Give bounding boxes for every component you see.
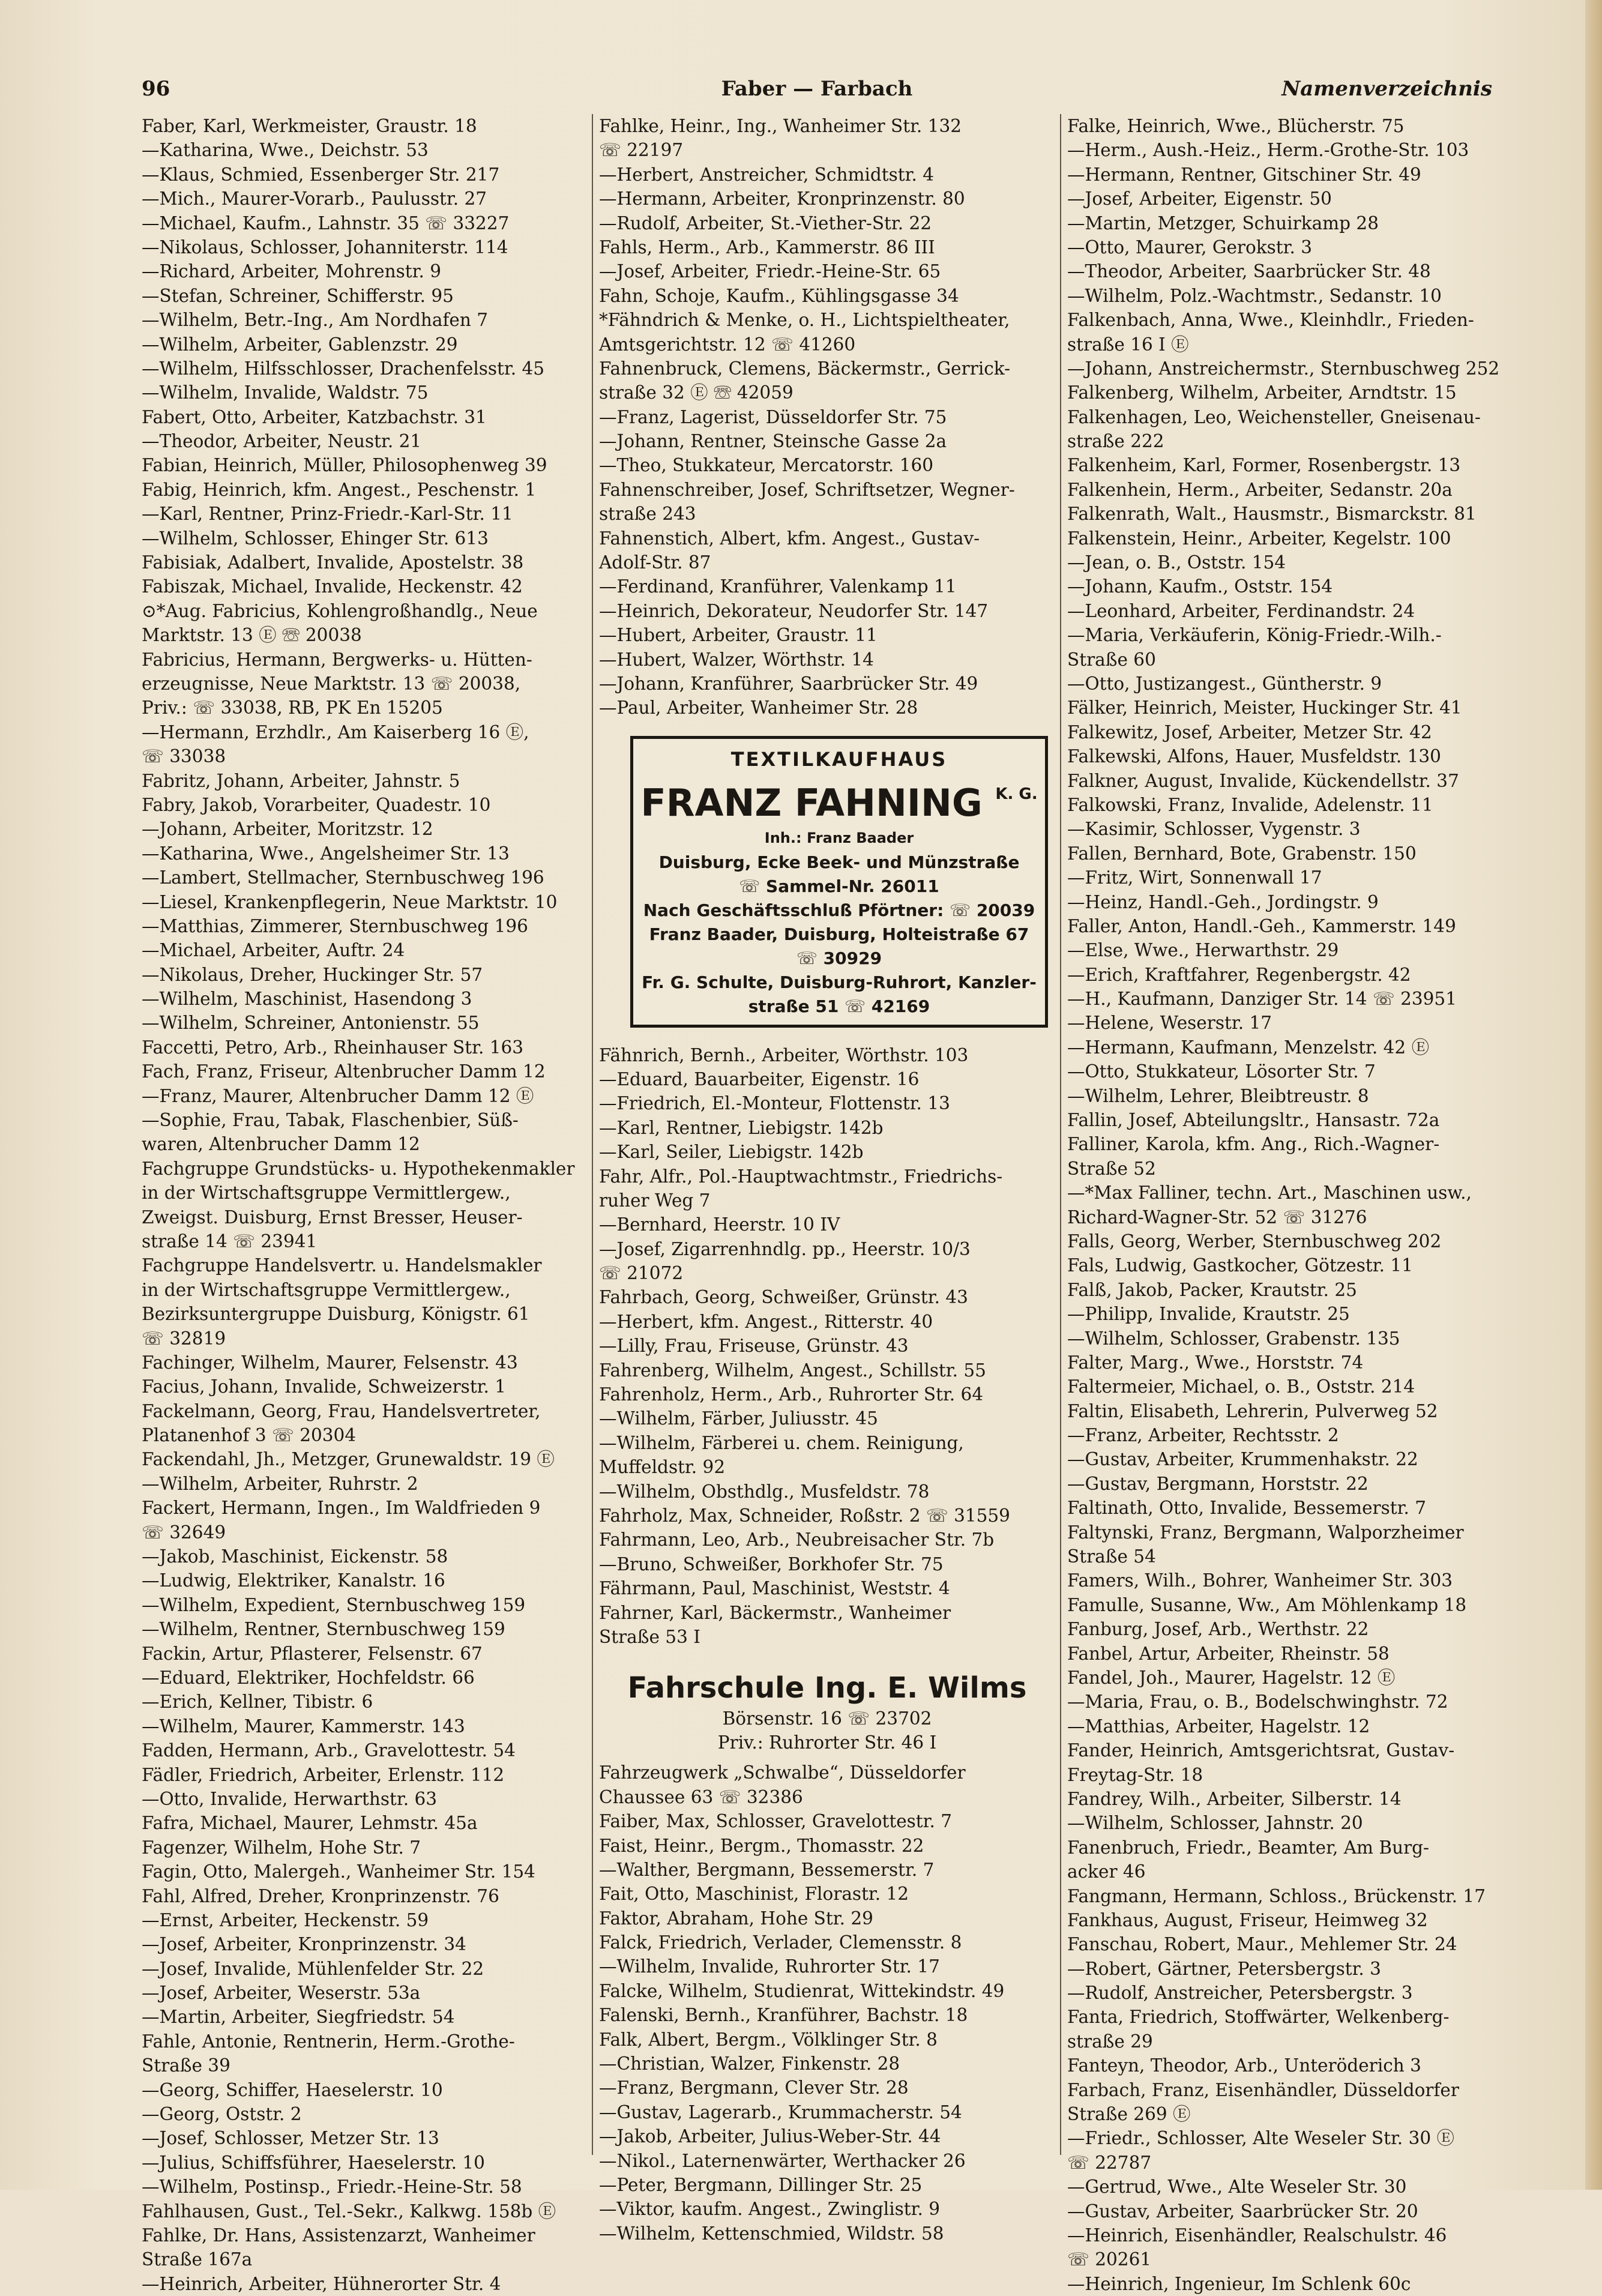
directory-entry: Straße 167a bbox=[142, 2249, 253, 2270]
directory-entry: Fahl, Alfred, Dreher, Kronprinzenstr. 76 bbox=[142, 1885, 499, 1906]
directory-entry: —Wilhelm, Arbeiter, Ruhrstr. 2 bbox=[142, 1473, 418, 1494]
directory-entry: —Wilhelm, Obsthdlg., Musfeldstr. 78 bbox=[599, 1481, 930, 1502]
directory-entry: —Josef, Arbeiter, Weserstr. 53a bbox=[142, 1983, 421, 2004]
directory-entry: Faist, Heinr., Bergm., Thomasstr. 22 bbox=[599, 1835, 924, 1856]
directory-entry: —Jakob, Arbeiter, Julius-Weber-Str. 44 bbox=[599, 2126, 941, 2147]
directory-entry: Falenski, Bernh., Kranführer, Bachstr. 18 bbox=[599, 2005, 968, 2026]
directory-entry: —Hermann, Kaufmann, Menzelstr. 42 Ⓔ bbox=[1067, 1037, 1430, 1058]
directory-entry: Straße 53 I bbox=[599, 1626, 700, 1647]
directory-entry: —Hermann, Erzhdlr., Am Kaiserberg 16 Ⓔ, bbox=[142, 722, 529, 743]
directory-entry: —Johann, Kaufm., Oststr. 154 bbox=[1067, 576, 1333, 597]
ad-fahning-line8: ☏ 30929 bbox=[796, 948, 882, 968]
middle-entries-c bbox=[599, 1761, 1055, 2246]
directory-entry: —Bruno, Schweißer, Borkhofer Str. 75 bbox=[599, 1553, 944, 1574]
directory-entry: —Josef, Invalide, Mühlenfelder Str. 22 bbox=[142, 1958, 484, 1979]
directory-entry: Fadden, Hermann, Arb., Gravelottestr. 54 bbox=[142, 1740, 516, 1761]
directory-entry: —Liesel, Krankenpflegerin, Neue Marktstr. 10 bbox=[142, 891, 558, 912]
directory-entry: —Katharina, Wwe., Deichstr. 53 bbox=[142, 140, 429, 161]
directory-entry: —Helene, Weserstr. 17 bbox=[1067, 1013, 1272, 1034]
directory-entry: ☏ 22787 bbox=[1067, 2152, 1152, 2173]
directory-entry: Fackert, Hermann, Ingen., Im Waldfrieden 9 bbox=[142, 1498, 541, 1519]
directory-entry: —Gustav, Bergmann, Horststr. 22 bbox=[1067, 1473, 1369, 1494]
directory-entry: —Bernhard, Heerstr. 10 IV bbox=[599, 1214, 840, 1235]
directory-entry: Fädler, Friedrich, Arbeiter, Erlenstr. 112 bbox=[142, 1764, 505, 1785]
directory-entry: —Wilhelm, Hilfsschlosser, Drachenfelsstr. 45 bbox=[142, 358, 545, 379]
directory-entry: —Rudolf, Anstreicher, Petersbergstr. 3 bbox=[1067, 1983, 1413, 2004]
directory-entry: —Gustav, Arbeiter, Saarbrücker Str. 20 bbox=[1067, 2201, 1418, 2222]
directory-entry: Faltinath, Otto, Invalide, Bessemerstr. 7 bbox=[1067, 1498, 1427, 1519]
ad-fahning-owner: Inh.: Franz Baader bbox=[764, 830, 914, 847]
directory-entry: Adolf-Str. 87 bbox=[599, 552, 711, 573]
directory-entry: Amtsgerichtstr. 12 ☏ 41260 bbox=[599, 334, 856, 355]
directory-entry: Fander, Heinrich, Amtsgerichtsrat, Gustav- bbox=[1067, 1740, 1455, 1761]
directory-entry: Fabig, Heinrich, kfm. Angest., Peschenstr. 1 bbox=[142, 479, 537, 500]
directory-entry: Fahnenbruck, Clemens, Bäckermstr., Gerrick- bbox=[599, 358, 1011, 379]
directory-entry: —Josef, Arbeiter, Kronprinzenstr. 34 bbox=[142, 1934, 466, 1955]
directory-entry: Fabritz, Johann, Arbeiter, Jahnstr. 5 bbox=[142, 770, 460, 791]
directory-entry: Fahlke, Heinr., Ing., Wanheimer Str. 132 bbox=[599, 116, 962, 136]
directory-entry: —H., Kaufmann, Danziger Str. 14 ☏ 23951 bbox=[1067, 989, 1457, 1010]
column-left bbox=[142, 114, 586, 2296]
directory-entry: —Wilhelm, Schlosser, Jahnstr. 20 bbox=[1067, 1813, 1363, 1834]
directory-entry: Freytag-Str. 18 bbox=[1067, 1764, 1203, 1785]
directory-entry: Fahlhausen, Gust., Tel.-Sekr., Kalkwg. 158b Ⓔ bbox=[142, 2201, 556, 2222]
ad-fahning-line6: Nach Geschäftsschluß Pförtner: ☏ 20039 bbox=[643, 900, 1035, 920]
directory-entry: Fandrey, Wilh., Arbeiter, Silberstr. 14 bbox=[1067, 1788, 1402, 1809]
directory-entry: —Philipp, Invalide, Krautstr. 25 bbox=[1067, 1304, 1350, 1325]
directory-entry: Fahr, Alfr., Pol.-Hauptwachtmstr., Friedrichs- bbox=[599, 1166, 1003, 1187]
directory-entry: —Wilhelm, Schlosser, Ehinger Str. 613 bbox=[142, 528, 489, 549]
directory-entry: straße 14 ☏ 23941 bbox=[142, 1231, 318, 1252]
middle-entries-a bbox=[599, 114, 1055, 720]
ad-fahning-suffix: K. G. bbox=[995, 785, 1038, 804]
directory-entry: —Karl, Rentner, Prinz-Friedr.-Karl-Str. 11 bbox=[142, 504, 513, 525]
ad-fahning-line5: ☏ Sammel-Nr. 26011 bbox=[739, 876, 939, 896]
directory-entry: Falkenheim, Karl, Former, Rosenbergstr. 13 bbox=[1067, 455, 1461, 476]
directory-entry: —Ludwig, Elektriker, Kanalstr. 16 bbox=[142, 1570, 445, 1591]
page-header bbox=[142, 77, 1492, 103]
directory-entry: —Franz, Lagerist, Düsseldorfer Str. 75 bbox=[599, 406, 947, 427]
directory-entry: ruher Weg 7 bbox=[599, 1190, 711, 1211]
directory-entry: Fahrner, Karl, Bäckermstr., Wanheimer bbox=[599, 1602, 951, 1623]
directory-entry: Falkenhagen, Leo, Weichensteller, Gneisenau- bbox=[1067, 406, 1481, 427]
directory-entry: Fackelmann, Georg, Frau, Handelsvertreter, bbox=[142, 1400, 541, 1421]
directory-entry: Fabian, Heinrich, Müller, Philosophenweg 39 bbox=[142, 455, 547, 476]
directory-entry: Faiber, Max, Schlosser, Gravelottestr. 7 bbox=[599, 1811, 953, 1832]
directory-entry: —Kasimir, Schlosser, Vygenstr. 3 bbox=[1067, 819, 1361, 840]
directory-entry: Falkewitz, Josef, Arbeiter, Metzer Str. 42 bbox=[1067, 722, 1432, 743]
directory-entry: Falkenrath, Walt., Hausmstr., Bismarckstr. 81 bbox=[1067, 504, 1477, 525]
directory-entry: Faller, Anton, Handl.-Geh., Kammerstr. 149 bbox=[1067, 915, 1456, 936]
directory-entry: Fanteyn, Theodor, Arb., Unteröderich 3 bbox=[1067, 2055, 1421, 2076]
directory-entry: Falter, Marg., Wwe., Horststr. 74 bbox=[1067, 1352, 1364, 1373]
directory-entry: —Franz, Bergmann, Clever Str. 28 bbox=[599, 2078, 909, 2099]
directory-entry: —Franz, Maurer, Altenbrucher Damm 12 Ⓔ bbox=[142, 1085, 534, 1106]
directory-entry: ☏ 33038 bbox=[142, 746, 226, 767]
directory-entry: —Karl, Seiler, Liebigstr. 142b bbox=[599, 1142, 864, 1163]
directory-entry: Zweigst. Duisburg, Ernst Bresser, Heuser- bbox=[142, 1207, 523, 1228]
directory-entry: Famers, Wilh., Bohrer, Wanheimer Str. 303 bbox=[1067, 1570, 1453, 1591]
directory-entry: —Walther, Bergmann, Bessemerstr. 7 bbox=[599, 1859, 935, 1880]
directory-entry: —Wilhelm, Färberei u. chem. Reinigung, bbox=[599, 1432, 964, 1453]
directory-entry: Falkenbach, Anna, Wwe., Kleinhdlr., Frieden- bbox=[1067, 310, 1474, 331]
directory-entry: —Wilhelm, Polz.-Wachtmstr., Sedanstr. 10 bbox=[1067, 285, 1442, 306]
directory-entry: Fanta, Friedrich, Stoffwärter, Welkenberg- bbox=[1067, 2007, 1450, 2028]
middle-entries-b bbox=[599, 1043, 1055, 1650]
directory-entry: —Hermann, Arbeiter, Kronprinzenstr. 80 bbox=[599, 188, 965, 209]
directory-entry: —Ernst, Arbeiter, Heckenstr. 59 bbox=[142, 1909, 429, 1930]
directory-entry: —Otto, Maurer, Gerokstr. 3 bbox=[1067, 237, 1313, 258]
directory-entry: —Viktor, kaufm. Angest., Zwinglistr. 9 bbox=[599, 2199, 941, 2220]
directory-entry: Faccetti, Petro, Arb., Rheinhauser Str. 163 bbox=[142, 1037, 524, 1058]
directory-entry: —Herm., Aush.-Heiz., Herm.-Grothe-Str. 103 bbox=[1067, 140, 1469, 161]
directory-entry: ☏ 32649 bbox=[142, 1522, 226, 1543]
directory-entry: —Peter, Bergmann, Dillinger Str. 25 bbox=[599, 2174, 923, 2195]
directory-entry: Fachinger, Wilhelm, Maurer, Felsenstr. 43 bbox=[142, 1352, 518, 1373]
directory-entry: Faltermeier, Michael, o. B., Oststr. 214 bbox=[1067, 1376, 1415, 1397]
directory-entry: Falk, Albert, Bergm., Völklinger Str. 8 bbox=[599, 2029, 938, 2050]
directory-entry: —Ferdinand, Kranführer, Valenkamp 11 bbox=[599, 576, 957, 597]
directory-entry: Fait, Otto, Maschinist, Florastr. 12 bbox=[599, 1884, 909, 1905]
ad-fahning-name bbox=[639, 771, 1039, 826]
directory-entry: Fach, Franz, Friseur, Altenbrucher Damm 12 bbox=[142, 1061, 546, 1082]
directory-entry: Muffeldstr. 92 bbox=[599, 1457, 726, 1478]
directory-entry: —Wilhelm, Betr.-Ing., Am Nordhafen 7 bbox=[142, 310, 488, 331]
directory-entry: Bezirksuntergruppe Duisburg, Königstr. 61 bbox=[142, 1304, 530, 1325]
directory-entry: straße 16 I Ⓔ bbox=[1067, 334, 1189, 355]
directory-entry: —Fritz, Wirt, Sonnenwall 17 bbox=[1067, 867, 1322, 888]
directory-entry: —Heinz, Handl.-Geh., Jordingstr. 9 bbox=[1067, 891, 1379, 912]
directory-entry: —Heinrich, Arbeiter, Hühnerorter Str. 4 bbox=[142, 2273, 501, 2294]
directory-entry: —Klaus, Schmied, Essenberger Str. 217 bbox=[142, 164, 500, 185]
directory-entry: Faltin, Elisabeth, Lehrerin, Pulverweg 52 bbox=[1067, 1400, 1438, 1421]
ad-fahning-line4: Duisburg, Ecke Beek- und Münzstraße bbox=[658, 852, 1020, 872]
directory-entry: —Friedr., Schlosser, Alte Weseler Str. 30 Ⓔ bbox=[1067, 2128, 1454, 2149]
directory-entry: Straße 269 Ⓔ bbox=[1067, 2104, 1191, 2125]
directory-entry: —Matthias, Arbeiter, Hagelstr. 12 bbox=[1067, 1716, 1370, 1737]
directory-entry: Fahrzeugwerk „Schwalbe“, Düsseldorfer bbox=[599, 1762, 966, 1783]
directory-entry: —Michael, Kaufm., Lahnstr. 35 ☏ 33227 bbox=[142, 212, 510, 234]
ad-fahning-line9: Fr. G. Schulte, Duisburg-Ruhrort, Kanzler- bbox=[642, 972, 1037, 992]
ad-fahning-line7: Franz Baader, Duisburg, Holteistraße 67 bbox=[649, 924, 1029, 944]
directory-entry: Faltynski, Franz, Bergmann, Walporzheimer bbox=[1067, 1522, 1464, 1543]
directory-entry: Fahlke, Dr. Hans, Assistenzarzt, Wanheimer bbox=[142, 2225, 535, 2246]
directory-entry: Fahrholz, Max, Schneider, Roßstr. 2 ☏ 31559 bbox=[599, 1505, 1010, 1526]
directory-entry: —Wilhelm, Färber, Juliusstr. 45 bbox=[599, 1408, 878, 1429]
directory-entry: —Paul, Arbeiter, Wanheimer Str. 28 bbox=[599, 698, 918, 719]
directory-entry: —Heinrich, Ingenieur, Im Schlenk 60c bbox=[1067, 2273, 1411, 2294]
directory-entry: Falkewski, Alfons, Hauer, Musfeldstr. 130 bbox=[1067, 746, 1441, 767]
directory-entry: —Gustav, Lagerarb., Krummacherstr. 54 bbox=[599, 2102, 962, 2123]
directory-entry: —Gustav, Arbeiter, Krummenhakstr. 22 bbox=[1067, 1449, 1418, 1470]
directory-entry: Fallin, Josef, Abteilungsltr., Hansastr. 72a bbox=[1067, 1110, 1440, 1131]
directory-entry: Fahle, Antonie, Rentnerin, Herm.-Grothe- bbox=[142, 2031, 515, 2052]
directory-entry: —*Max Falliner, techn. Art., Maschinen usw., bbox=[1067, 1183, 1472, 1204]
directory-entry: Famulle, Susanne, Ww., Am Möhlenkamp 18 bbox=[1067, 1594, 1467, 1615]
directory-entry: —Lambert, Stellmacher, Sternbuschweg 196 bbox=[142, 867, 544, 888]
directory-entry: Fahnenstich, Albert, kfm. Angest., Gustav- bbox=[599, 528, 980, 549]
page-number: 96 bbox=[142, 77, 170, 101]
page-edge bbox=[1585, 0, 1602, 2190]
directory-entry: ☏ 32819 bbox=[142, 1328, 226, 1349]
directory-entry: —Theo, Stukkateur, Mercatorstr. 160 bbox=[599, 455, 933, 476]
directory-entry: —Otto, Invalide, Herwarthstr. 63 bbox=[142, 1788, 438, 1809]
column-divider bbox=[592, 114, 593, 2155]
directory-entry: —Wilhelm, Schreiner, Antonienstr. 55 bbox=[142, 1013, 480, 1034]
directory-entry: Faber, Karl, Werkmeister, Graustr. 18 bbox=[142, 116, 477, 136]
directory-entry: —Michael, Arbeiter, Auftr. 24 bbox=[142, 940, 405, 961]
directory-entry: —Theodor, Arbeiter, Saarbrücker Str. 48 bbox=[1067, 261, 1431, 282]
section-title: Namenverzeichnis bbox=[1281, 77, 1492, 101]
directory-entry: —Wilhelm, Maurer, Kammerstr. 143 bbox=[142, 1716, 465, 1737]
directory-entry: Fanschau, Robert, Maur., Mehlemer Str. 24 bbox=[1067, 1934, 1457, 1955]
directory-entry: straße 32 Ⓔ ☏ 42059 bbox=[599, 382, 793, 403]
directory-entry: Fahrenberg, Wilhelm, Angest., Schillstr. 55 bbox=[599, 1360, 986, 1381]
directory-entry: —Heinrich, Eisenhändler, Realschulstr. 46 bbox=[1067, 2225, 1447, 2246]
directory-entry: Fabert, Otto, Arbeiter, Katzbachstr. 31 bbox=[142, 406, 487, 427]
directory-entry: Fahn, Schoje, Kaufm., Kühlingsgasse 34 bbox=[599, 285, 959, 306]
directory-entry: *Fähndrich & Menke, o. H., Lichtspieltheater, bbox=[599, 310, 1010, 331]
directory-entry: Fährmann, Paul, Maschinist, Weststr. 4 bbox=[599, 1578, 950, 1599]
directory-entry: —Else, Wwe., Herwarthstr. 29 bbox=[1067, 940, 1339, 961]
directory-entry: straße 222 bbox=[1067, 431, 1164, 452]
directory-entry: —Julius, Schiffsführer, Haeselerstr. 10 bbox=[142, 2152, 485, 2173]
directory-entry: —Georg, Schiffer, Haeselerstr. 10 bbox=[142, 2079, 443, 2100]
directory-entry: Fankhaus, August, Friseur, Heimweg 32 bbox=[1067, 1909, 1428, 1930]
directory-entry: —Matthias, Zimmerer, Sternbuschweg 196 bbox=[142, 915, 528, 936]
directory-entry: —Rudolf, Arbeiter, St.-Viether-Str. 22 bbox=[599, 212, 932, 234]
directory-entry: —Katharina, Wwe., Angelsheimer Str. 13 bbox=[142, 843, 510, 864]
directory-entry: —Gertrud, Wwe., Alte Weseler Str. 30 bbox=[1067, 2177, 1407, 2198]
directory-entry: —Otto, Stukkateur, Lösorter Str. 7 bbox=[1067, 1061, 1376, 1082]
directory-entry: —Wilhelm, Expedient, Sternbuschweg 159 bbox=[142, 1594, 526, 1615]
directory-entry: —Maria, Frau, o. B., Bodelschwinghstr. 72 bbox=[1067, 1692, 1448, 1713]
column-middle bbox=[599, 114, 1055, 2246]
directory-entry: —Wilhelm, Kettenschmied, Wildstr. 58 bbox=[599, 2223, 944, 2244]
directory-entry: —Otto, Justizangest., Güntherstr. 9 bbox=[1067, 673, 1382, 694]
directory-entry: straße 243 bbox=[599, 504, 696, 525]
directory-entry: Fallen, Bernhard, Bote, Grabenstr. 150 bbox=[1067, 843, 1417, 864]
directory-entry: —Jakob, Maschinist, Eickenstr. 58 bbox=[142, 1546, 448, 1567]
directory-entry: —Wilhelm, Rentner, Sternbuschweg 159 bbox=[142, 1619, 505, 1640]
directory-entry: Falck, Friedrich, Verlader, Clemensstr. 8 bbox=[599, 1932, 962, 1953]
directory-entry: Falls, Georg, Werber, Sternbuschweg 202 bbox=[1067, 1231, 1442, 1252]
directory-entry: —Martin, Metzger, Schuirkamp 28 bbox=[1067, 212, 1379, 234]
directory-entry: Fabry, Jakob, Vorarbeiter, Quadestr. 10 bbox=[142, 794, 491, 815]
directory-entry: in der Wirtschaftsgruppe Vermittlergew., bbox=[142, 1183, 511, 1204]
directory-entry: —Herbert, Anstreicher, Schmidtstr. 4 bbox=[599, 164, 934, 185]
directory-entry: Falcke, Wilhelm, Studienrat, Wittekindstr. 49 bbox=[599, 1980, 1005, 2001]
directory-entry: in der Wirtschaftsgruppe Vermittlergew., bbox=[142, 1279, 511, 1300]
directory-entry: Fangmann, Hermann, Schloss., Brückenstr. 17 bbox=[1067, 1885, 1486, 1906]
directory-entry: Falkenberg, Wilhelm, Arbeiter, Arndtstr. 15 bbox=[1067, 382, 1457, 403]
directory-entry: —Wilhelm, Schlosser, Grabenstr. 135 bbox=[1067, 1328, 1400, 1349]
directory-entry: Fachgruppe Handelsvertr. u. Handelsmakler bbox=[142, 1255, 542, 1276]
directory-entry: Fandel, Joh., Maurer, Hagelstr. 12 Ⓔ bbox=[1067, 1668, 1396, 1688]
directory-entry: Fahnenschreiber, Josef, Schriftsetzer, Wegner- bbox=[599, 479, 1015, 500]
ad-fahning-line1: TEXTILKAUFHAUS bbox=[730, 747, 948, 771]
advertisement-fahning bbox=[630, 736, 1048, 1028]
directory-entry: —Nikol., Laternenwärter, Werthacker 26 bbox=[599, 2150, 966, 2171]
directory-entry: —Richard, Arbeiter, Mohrenstr. 9 bbox=[142, 261, 442, 282]
directory-entry: Straße 54 bbox=[1067, 1546, 1156, 1567]
directory-entry: —Nikolaus, Dreher, Huckinger Str. 57 bbox=[142, 964, 483, 985]
directory-entry: Fanenbruch, Friedr., Beamter, Am Burg- bbox=[1067, 1837, 1430, 1858]
directory-entry: —Sophie, Frau, Tabak, Flaschenbier, Süß- bbox=[142, 1110, 519, 1131]
directory-entry: Falkenstein, Heinr., Arbeiter, Kegelstr. 100 bbox=[1067, 528, 1451, 549]
directory-entry: Facius, Johann, Invalide, Schweizerstr. 1 bbox=[142, 1376, 507, 1397]
directory-entry: Fahrbach, Georg, Schweißer, Grünstr. 43 bbox=[599, 1287, 968, 1308]
directory-entry: —Theodor, Arbeiter, Neustr. 21 bbox=[142, 431, 422, 452]
directory-entry: —Josef, Schlosser, Metzer Str. 13 bbox=[142, 2128, 439, 2149]
directory-entry: Straße 52 bbox=[1067, 1158, 1156, 1179]
directory-entry: Fabisiak, Adalbert, Invalide, Apostelstr. 38 bbox=[142, 552, 524, 573]
directory-entry: —Wilhelm, Maschinist, Hasendong 3 bbox=[142, 989, 472, 1010]
directory-entry: Falß, Jakob, Packer, Krautstr. 25 bbox=[1067, 1279, 1357, 1300]
directory-entry: Platanenhof 3 ☏ 20304 bbox=[142, 1425, 357, 1446]
directory-entry: —Johann, Rentner, Steinsche Gasse 2a bbox=[599, 431, 947, 452]
directory-entry: Chaussee 63 ☏ 32386 bbox=[599, 1786, 803, 1807]
directory-entry: —Wilhelm, Lehrer, Bleibtreustr. 8 bbox=[1067, 1085, 1369, 1106]
directory-entry: Farbach, Franz, Eisenhändler, Düsseldorfer bbox=[1067, 2079, 1459, 2100]
directory-entry: Fahrmann, Leo, Arb., Neubreisacher Str. 7b bbox=[599, 1529, 995, 1550]
directory-entry: —Herbert, kfm. Angest., Ritterstr. 40 bbox=[599, 1311, 933, 1332]
directory-entry: Fanburg, Josef, Arb., Werthstr. 22 bbox=[1067, 1619, 1369, 1640]
directory-entry: —Josef, Arbeiter, Eigenstr. 50 bbox=[1067, 188, 1332, 209]
directory-entry: —Eduard, Elektriker, Hochfeldstr. 66 bbox=[142, 1668, 475, 1688]
column-divider bbox=[1060, 114, 1061, 2155]
directory-entry: —Hubert, Walzer, Wörthstr. 14 bbox=[599, 649, 874, 670]
directory-entry: —Stefan, Schreiner, Schifferstr. 95 bbox=[142, 285, 454, 306]
directory-entry: Fafra, Michael, Maurer, Lehmstr. 45a bbox=[142, 1813, 478, 1834]
directory-entry: Fachgruppe Grundstücks- u. Hypothekenmakler bbox=[142, 1158, 575, 1179]
directory-entry: —Lilly, Frau, Friseuse, Grünstr. 43 bbox=[599, 1336, 909, 1357]
directory-entry: Fagenzer, Wilhelm, Hohe Str. 7 bbox=[142, 1837, 421, 1858]
ad-fahning-name-text: FRANZ FAHNING bbox=[640, 781, 983, 825]
directory-entry: —Wilhelm, Postinsp., Friedr.-Heine-Str. 58 bbox=[142, 2177, 522, 2198]
directory-entry: Fälker, Heinrich, Meister, Huckinger Str. 41 bbox=[1067, 698, 1462, 719]
directory-entry: —Hermann, Rentner, Gitschiner Str. 49 bbox=[1067, 164, 1421, 185]
directory-entry: Fagin, Otto, Malergeh., Wanheimer Str. 154 bbox=[142, 1861, 535, 1882]
directory-entry: ☏ 20261 bbox=[1067, 2249, 1152, 2270]
directory-entry: Fackendahl, Jh., Metzger, Grunewaldstr. 19 Ⓔ bbox=[142, 1449, 555, 1470]
directory-entry: Priv.: ☏ 33038, RB, PK En 15205 bbox=[142, 698, 443, 719]
directory-entry: —Martin, Arbeiter, Siegfriedstr. 54 bbox=[142, 2007, 455, 2028]
directory-entry: —Johann, Arbeiter, Moritzstr. 12 bbox=[142, 819, 433, 840]
directory-entry: Fahrenholz, Herm., Arb., Ruhrorter Str. 64 bbox=[599, 1384, 984, 1405]
directory-entry: —Wilhelm, Invalide, Ruhrorter Str. 17 bbox=[599, 1956, 940, 1977]
directory-entry: —Wilhelm, Invalide, Waldstr. 75 bbox=[142, 382, 429, 403]
column-right bbox=[1067, 114, 1547, 2296]
ad-wilms-line2: Priv.: Ruhrorter Str. 46 I bbox=[717, 1732, 937, 1753]
directory-entry: —Karl, Rentner, Liebigstr. 142b bbox=[599, 1117, 884, 1138]
directory-entry: —Hubert, Arbeiter, Graustr. 11 bbox=[599, 625, 878, 646]
directory-entry: ⊙*Aug. Fabricius, Kohlengroßhandlg., Neue bbox=[142, 600, 538, 621]
directory-entry: —Heinrich, Dekorateur, Neudorfer Str. 147 bbox=[599, 600, 989, 621]
directory-entry: Falkowski, Franz, Invalide, Adelenstr. 11 bbox=[1067, 794, 1433, 815]
directory-entry: —Eduard, Bauarbeiter, Eigenstr. 16 bbox=[599, 1068, 920, 1089]
directory-entry: Fabricius, Hermann, Bergwerks- u. Hütten- bbox=[142, 649, 532, 670]
directory-entry: —Josef, Arbeiter, Friedr.-Heine-Str. 65 bbox=[599, 261, 941, 282]
directory-entry: —Johann, Kranführer, Saarbrücker Str. 49 bbox=[599, 673, 978, 694]
directory-entry: Fabiszak, Michael, Invalide, Heckenstr. 42 bbox=[142, 576, 523, 597]
directory-entry: Fanbel, Artur, Arbeiter, Rheinstr. 58 bbox=[1067, 1643, 1390, 1664]
ad-wilms-title: Fahrschule Ing. E. Wilms bbox=[627, 1671, 1027, 1705]
directory-entry: —Erich, Kellner, Tibistr. 6 bbox=[142, 1692, 373, 1713]
directory-entry: ☏ 21072 bbox=[599, 1263, 684, 1284]
directory-entry: Fahls, Herm., Arb., Kammerstr. 86 III bbox=[599, 237, 935, 258]
directory-entry: Straße 60 bbox=[1067, 649, 1156, 670]
directory-entry: erzeugnisse, Neue Marktstr. 13 ☏ 20038, bbox=[142, 673, 521, 694]
directory-entry: —Erich, Kraftfahrer, Regenbergstr. 42 bbox=[1067, 964, 1411, 985]
directory-entry: —Christian, Walzer, Finkenstr. 28 bbox=[599, 2053, 900, 2075]
directory-entry: —Wilhelm, Arbeiter, Gablenzstr. 29 bbox=[142, 334, 458, 355]
directory-entry: Fackin, Artur, Pflasterer, Felsenstr. 67 bbox=[142, 1643, 483, 1664]
directory-entry: —Friedrich, El.-Monteur, Flottenstr. 13 bbox=[599, 1093, 950, 1114]
directory-entry: Straße 39 bbox=[142, 2055, 230, 2076]
directory-entry: Marktstr. 13 Ⓔ ☏ 20038 bbox=[142, 625, 362, 646]
directory-entry: straße 29 bbox=[1067, 2031, 1153, 2052]
directory-entry: Falkner, August, Invalide, Kückendellstr. 37 bbox=[1067, 770, 1459, 791]
directory-entry: Falke, Heinrich, Wwe., Blücherstr. 75 bbox=[1067, 116, 1405, 136]
directory-entry: Falliner, Karola, kfm. Ang., Rich.-Wagner- bbox=[1067, 1134, 1440, 1155]
directory-entry: waren, Altenbrucher Damm 12 bbox=[142, 1134, 420, 1155]
ad-fahning-line10: straße 51 ☏ 42169 bbox=[748, 996, 930, 1016]
directory-entry: acker 46 bbox=[1067, 1861, 1146, 1882]
directory-entry: —Nikolaus, Schlosser, Johanniterstr. 114 bbox=[142, 237, 508, 258]
advertisement-wilms bbox=[599, 1669, 1055, 1755]
directory-entry: —Georg, Oststr. 2 bbox=[142, 2104, 302, 2125]
directory-entry: Richard-Wagner-Str. 52 ☏ 31276 bbox=[1067, 1207, 1367, 1228]
directory-entry: —Josef, Zigarrenhndlg. pp., Heerstr. 10/3 bbox=[599, 1238, 971, 1259]
directory-entry: —Franz, Arbeiter, Rechtsstr. 2 bbox=[1067, 1425, 1339, 1446]
directory-entry: —Johann, Anstreichermstr., Sternbuschweg 252 bbox=[1067, 358, 1500, 379]
ad-wilms-line1: Börsenstr. 16 ☏ 23702 bbox=[722, 1708, 932, 1729]
directory-entry: Falkenhein, Herm., Arbeiter, Sedanstr. 20a bbox=[1067, 479, 1453, 500]
directory-entry: —Mich., Maurer-Vorarb., Paulusstr. 27 bbox=[142, 188, 487, 209]
page-range: Faber — Farbach bbox=[721, 77, 913, 101]
directory-entry: —Robert, Gärtner, Petersbergstr. 3 bbox=[1067, 1958, 1381, 1979]
directory-entry: Faktor, Abraham, Hohe Str. 29 bbox=[599, 1908, 873, 1929]
directory-entry: —Jean, o. B., Oststr. 154 bbox=[1067, 552, 1286, 573]
directory-entry: Fähnrich, Bernh., Arbeiter, Wörthstr. 103 bbox=[599, 1044, 969, 1065]
directory-entry: —Maria, Verkäuferin, König-Friedr.-Wilh.- bbox=[1067, 625, 1442, 646]
directory-entry: —Leonhard, Arbeiter, Ferdinandstr. 24 bbox=[1067, 600, 1415, 621]
directory-entry: ☏ 22197 bbox=[599, 140, 684, 161]
directory-entry: Fals, Ludwig, Gastkocher, Götzestr. 11 bbox=[1067, 1255, 1413, 1276]
